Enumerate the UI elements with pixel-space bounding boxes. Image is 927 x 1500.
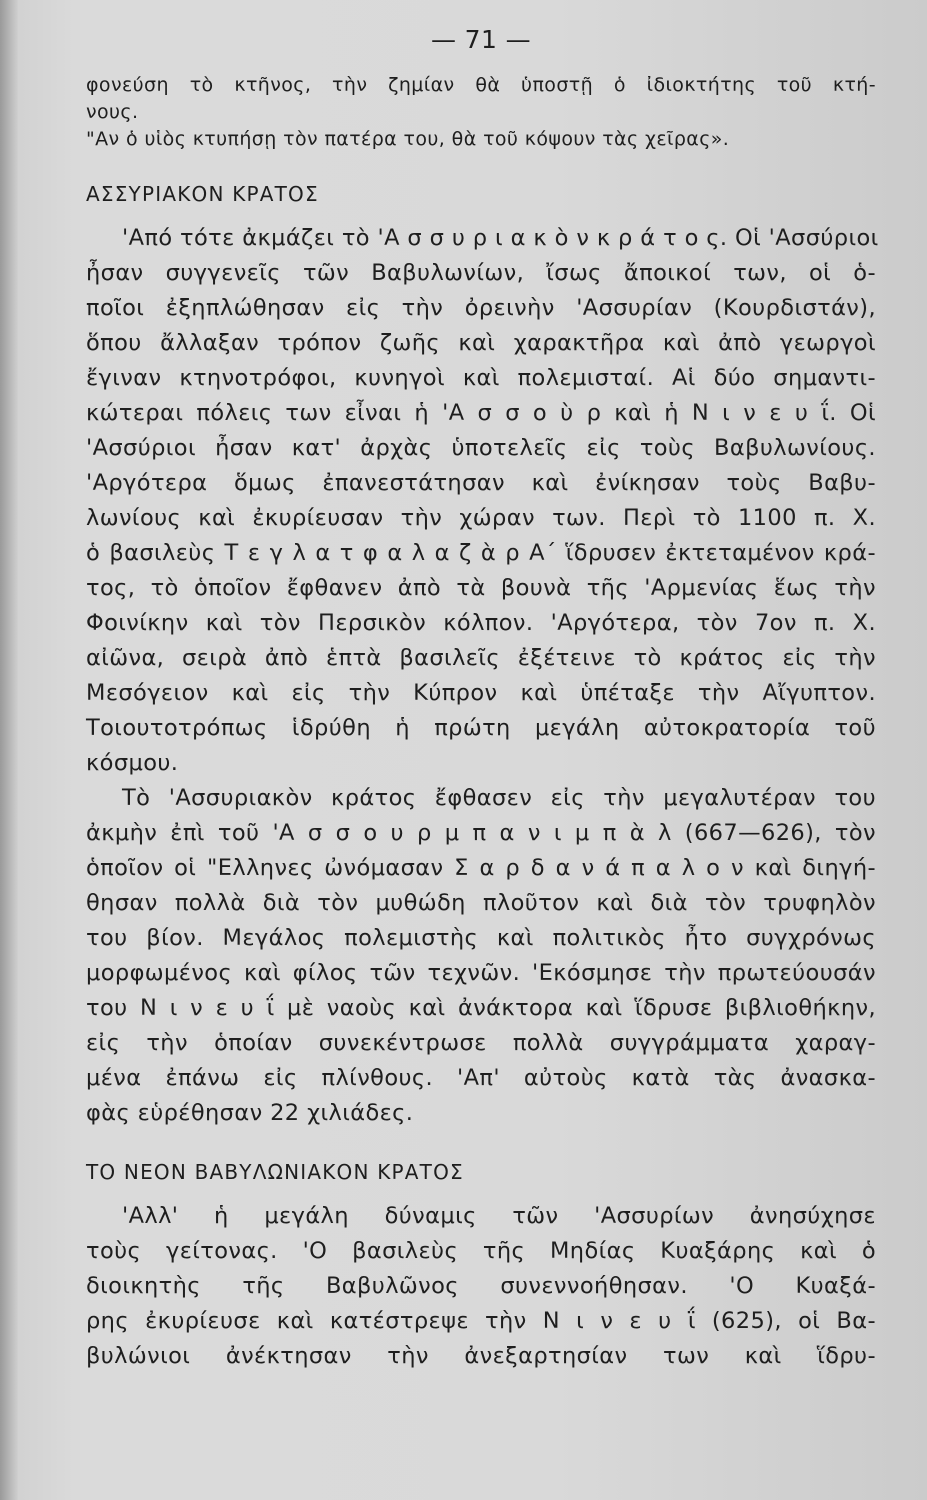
text-line: 'Από τότε ἀκμάζει τὸ 'Α σ σ υ ρ ι α κ ὸ ν κ ρ ά τ ο ς. Οἱ 'Ασσύριοι bbox=[122, 225, 879, 251]
text-line: ὁ βασιλεὺς Τ ε γ λ α τ φ α λ α ζ ὰ ρ Α΄ ἵδρυσεν ἐκτεταμένον κρά- bbox=[86, 540, 876, 566]
section-heading-neo-babylonian: ΤΟ ΝΕΟΝ ΒΑΒΥΛΩΝΙΑΚΟΝ ΚΡΑΤΟΣ bbox=[86, 1160, 464, 1184]
text-line: κώτεραι πόλεις των εἶναι ἡ 'Α σ σ ο ὺ ρ καὶ ἡ Ν ι ν ε υ ΐ. Οἱ bbox=[86, 400, 876, 426]
text-line: Μεσόγειον καὶ εἰς τὴν Κύπρον καὶ ὑπέταξε τὴν Αἴγυπτον. bbox=[86, 680, 876, 706]
text-line: κόσμου. bbox=[86, 750, 179, 776]
text-line: τοὺς γείτονας. 'Ο βασιλεὺς τῆς Μηδίας Κυαξάρης καὶ ὁ bbox=[86, 1238, 876, 1264]
text-line: του βίον. Μεγάλος πολεμιστὴς καὶ πολιτικὸς ἦτο συγχρόνως bbox=[86, 925, 876, 951]
text-line: ὁποῖον οἱ "Ελληνες ὠνόμασαν Σ α ρ δ α ν ά π α λ ο ν καὶ διηγή- bbox=[86, 855, 876, 881]
text-line: εἰς τὴν ὁποίαν συνεκέντρωσε πολλὰ συγγράμματα χαραγ- bbox=[86, 1030, 876, 1056]
paragraph-assyrian-2 bbox=[86, 781, 876, 1131]
text-line: ρης ἐκυρίευσε καὶ κατέστρεψε τὴν Ν ι ν ε υ ΐ (625), οἱ Βα- bbox=[86, 1308, 876, 1334]
page-number: — 71 — bbox=[430, 25, 532, 54]
text-line: μορφωμένος καὶ φίλος τῶν τεχνῶν. 'Εκόσμησε τὴν πρωτεύουσάν bbox=[86, 960, 876, 986]
paragraph-assyrian-1 bbox=[86, 221, 879, 781]
text-line: βυλώνιοι ἀνέκτησαν τὴν ἀνεξαρτησίαν των καὶ ἵδρυ- bbox=[86, 1343, 876, 1369]
text-line: ἔγιναν κτηνοτρόφοι, κυνηγοὶ καὶ πολεμισταί. Αἱ δύο σημαντι- bbox=[86, 365, 876, 391]
text-line: 'Αργότερα ὅμως ἐπανεστάτησαν καὶ ἐνίκησαν τοὺς Βαβυ- bbox=[86, 470, 876, 496]
text-line: Φοινίκην καὶ τὸν Περσικὸν κόλπον. 'Αργότερα, τὸν 7ον π. Χ. bbox=[86, 610, 876, 636]
text-line: Τοιουτοτρόπως ἱδρύθη ἡ πρώτη μεγάλη αὐτοκρατορία τοῦ bbox=[86, 715, 876, 741]
text-line: ὅπου ἄλλαξαν τρόπον ζωῆς καὶ χαρακτῆρα καὶ ἀπὸ γεωργοὶ bbox=[86, 330, 876, 356]
intro-text bbox=[86, 72, 876, 153]
page-content bbox=[86, 20, 879, 1374]
text-line: λωνίους καὶ ἐκυρίευσαν τὴν χώραν των. Περὶ τὸ 1100 π. Χ. bbox=[86, 505, 876, 531]
text-line: του Ν ι ν ε υ ΐ μὲ ναοὺς καὶ ἀνάκτορα καὶ ἵδρυσε βιβλιοθήκην, bbox=[86, 995, 876, 1021]
page-binding-shadow bbox=[0, 0, 18, 1500]
text-line: διοικητὴς τῆς Βαβυλῶνος συνεννοήθησαν. 'Ο Κυαξά- bbox=[86, 1273, 876, 1299]
text-line: αἰῶνα, σειρὰ ἀπὸ ἑπτὰ βασιλεῖς ἐξέτεινε τὸ κράτος εἰς τὴν bbox=[86, 645, 876, 671]
text-line: θησαν πολλὰ διὰ τὸν μυθώδη πλοῦτον καὶ διὰ τὸν τρυφηλὸν bbox=[86, 890, 876, 916]
intro-line: φονεύση τὸ κτῆνος, τὴν ζημίαν θὰ ὑποστῇ ὁ ἰδιοκτήτης τοῦ κτή- bbox=[86, 74, 876, 96]
text-line: ἀκμὴν ἐπὶ τοῦ 'Α σ σ ο υ ρ μ π α ν ι μ π ὰ λ (667—626), τὸν bbox=[86, 820, 876, 846]
intro-line: "Αν ὁ υἱὸς κτυπήσῃ τὸν πατέρα του, θὰ τοῦ κόψουν τὰς χεῖρας». bbox=[86, 128, 730, 150]
text-line: μένα ἐπάνω εἰς πλίνθους. 'Απ' αὐτοὺς κατὰ τὰς ἀνασκα- bbox=[86, 1065, 876, 1091]
paragraph-neo-babylonian-1 bbox=[86, 1199, 876, 1374]
section-heading-assyrian: ΑΣΣΥΡΙΑΚΟΝ ΚΡΑΤΟΣ bbox=[86, 182, 319, 206]
text-line: φὰς εὑρέθησαν 22 χιλιάδες. bbox=[86, 1100, 414, 1126]
text-line: 'Ασσύριοι ἦσαν κατ' ἀρχὰς ὑποτελεῖς εἰς τοὺς Βαβυλωνίους. bbox=[86, 435, 876, 461]
text-line: τος, τὸ ὁποῖον ἔφθανεν ἀπὸ τὰ βουνὰ τῆς 'Αρμενίας ἕως τὴν bbox=[86, 575, 876, 601]
text-line: ποῖοι ἐξηπλώθησαν εἰς τὴν ὀρεινὴν 'Ασσυρίαν (Κουρδιστάν), bbox=[86, 295, 876, 321]
text-line: ἦσαν συγγενεῖς τῶν Βαβυλωνίων, ἴσως ἄποικοί των, οἱ ὁ- bbox=[86, 260, 876, 286]
text-line: Τὸ 'Ασσυριακὸν κράτος ἔφθασεν εἰς τὴν μεγαλυτέραν του bbox=[122, 785, 876, 811]
intro-line: νους. bbox=[86, 101, 139, 123]
text-line: 'Αλλ' ἡ μεγάλη δύναμις τῶν 'Ασσυρίων ἀνησύχησε bbox=[122, 1203, 876, 1229]
